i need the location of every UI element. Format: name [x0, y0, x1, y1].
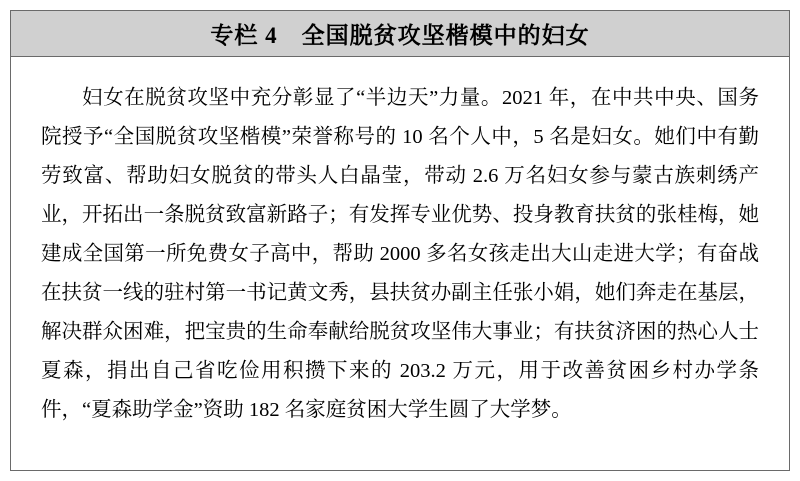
callout-box-header: [11, 11, 789, 57]
callout-body-paragraph: 妇女在脱贫攻坚中充分彰显了“半边天”力量。2021 年，在中共中央、国务院授予“全国脱贫攻坚楷模”荣誉称号的 10 名个人中，5 名是妇女。她们中有勤劳致富、帮助妇女脱贫的带头人白晶莹，带动 2.6 万名妇女参与蒙古族刺绣产业，开拓出一条脱贫致富新路子；有发挥专业优势、投身教育扶贫的张桂梅，她建成全国第一所免费女子高中，帮助 2000 多名女孩走出大山走进大学；有奋战在扶贫一线的驻村第一书记黄文秀，县扶贫办副主任张小娟，她们奔走在基层，解决群众困难，把宝贵的生命奉献给脱贫攻坚伟大事业；有扶贫济困的热心人士夏森，捐出自己省吃俭用积攒下来的 203.2 万元，用于改善贫困乡村办学条件，“夏森助学金”资助 182 名家庭贫困大学生圆了大学梦。: [41, 87, 759, 421]
callout-box-title: 专栏 4 全国脱贫攻坚楷模中的妇女: [210, 23, 590, 48]
callout-box: [10, 10, 790, 471]
callout-box-body: [11, 57, 789, 440]
